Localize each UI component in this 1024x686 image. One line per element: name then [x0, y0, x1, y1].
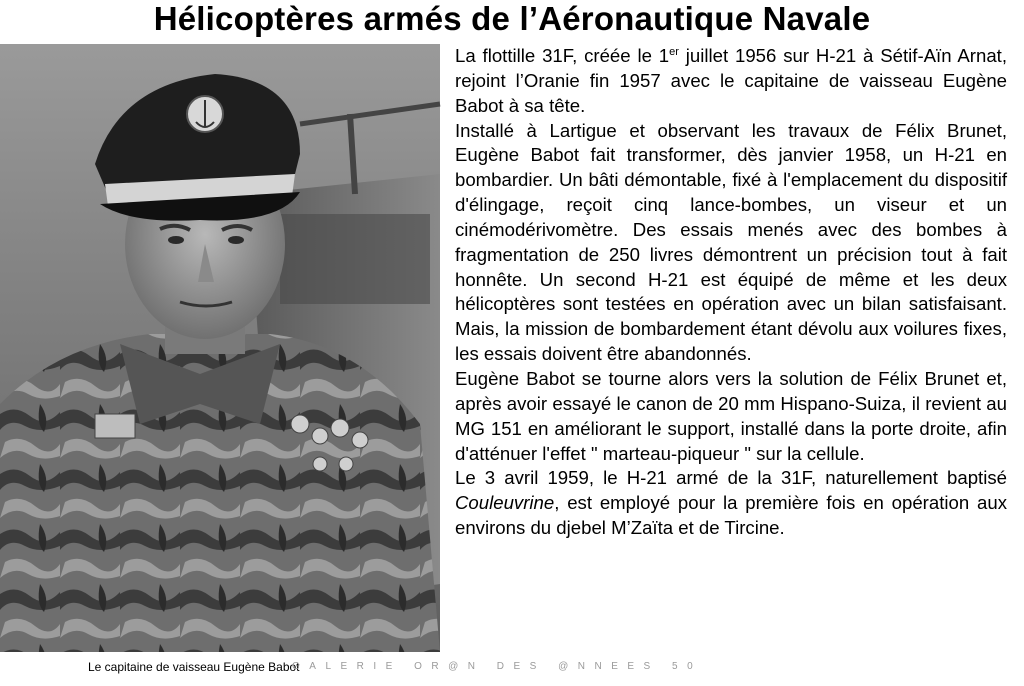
officer-portrait-image — [0, 44, 440, 652]
paragraph-3: Eugène Babot se tourne alors vers la solution de Félix Brunet et, après avoir essayé le canon de 20 mm Hispano-Suiza, il revient au MG 151 en améliorant le support, installé dans la porte droite, afin d'atténuer l'effet " marteau-piqueur " sur la cellule. — [455, 367, 1007, 464]
article-text — [455, 44, 1007, 541]
gallery-watermark: GALERIE OR@N DES @NNEES 50 — [292, 661, 703, 672]
paragraph-4: Le 3 avril 1959, le H-21 armé de la 31F, naturellement baptisé Couleuvrine, est employé pour la première fois en opération aux environs du djebel M’Zaïta et de Tircine. — [455, 467, 1007, 539]
paragraph-2: Installé à Lartigue et observant les travaux de Félix Brunet, Eugène Babot fait transformer, dès janvier 1958, un H-21 en bombardier. Un bâti démontable, fixé à l'emplacement du dispositif d'élingage, reçoit cinq lance-bombes, un viseur et un cinémodérivomètre. Des essais menés avec des bombes à fragmentation de 250 livres démontrent un précision tout à fait honnête. Un second H-21 est équipé de même et les deux hélicoptères sont testées en opération avec un bilan satisfaisant. Mais, la mission de bombardement étant dévolu aux voilures fixes, les essais doivent être abandonnés. — [455, 119, 1007, 365]
ordinal-superscript: er — [669, 46, 679, 58]
paragraph-1: La flottille 31F, créée le 1er juillet 1956 sur H-21 à Sétif-Aïn Arnat, rejoint l’Oranie fin 1957 avec le capitaine de vaisseau Eugène Babot à sa tête. — [455, 45, 1008, 116]
photo-credit: (ARDHAN) — [6, 672, 65, 686]
photo-caption: Le capitaine de vaisseau Eugène Babot — [88, 660, 300, 674]
helicopter-name: Couleuvrine — [455, 492, 555, 514]
page-title: Hélicoptères armés de l’Aéronautique Navale — [153, 0, 871, 37]
